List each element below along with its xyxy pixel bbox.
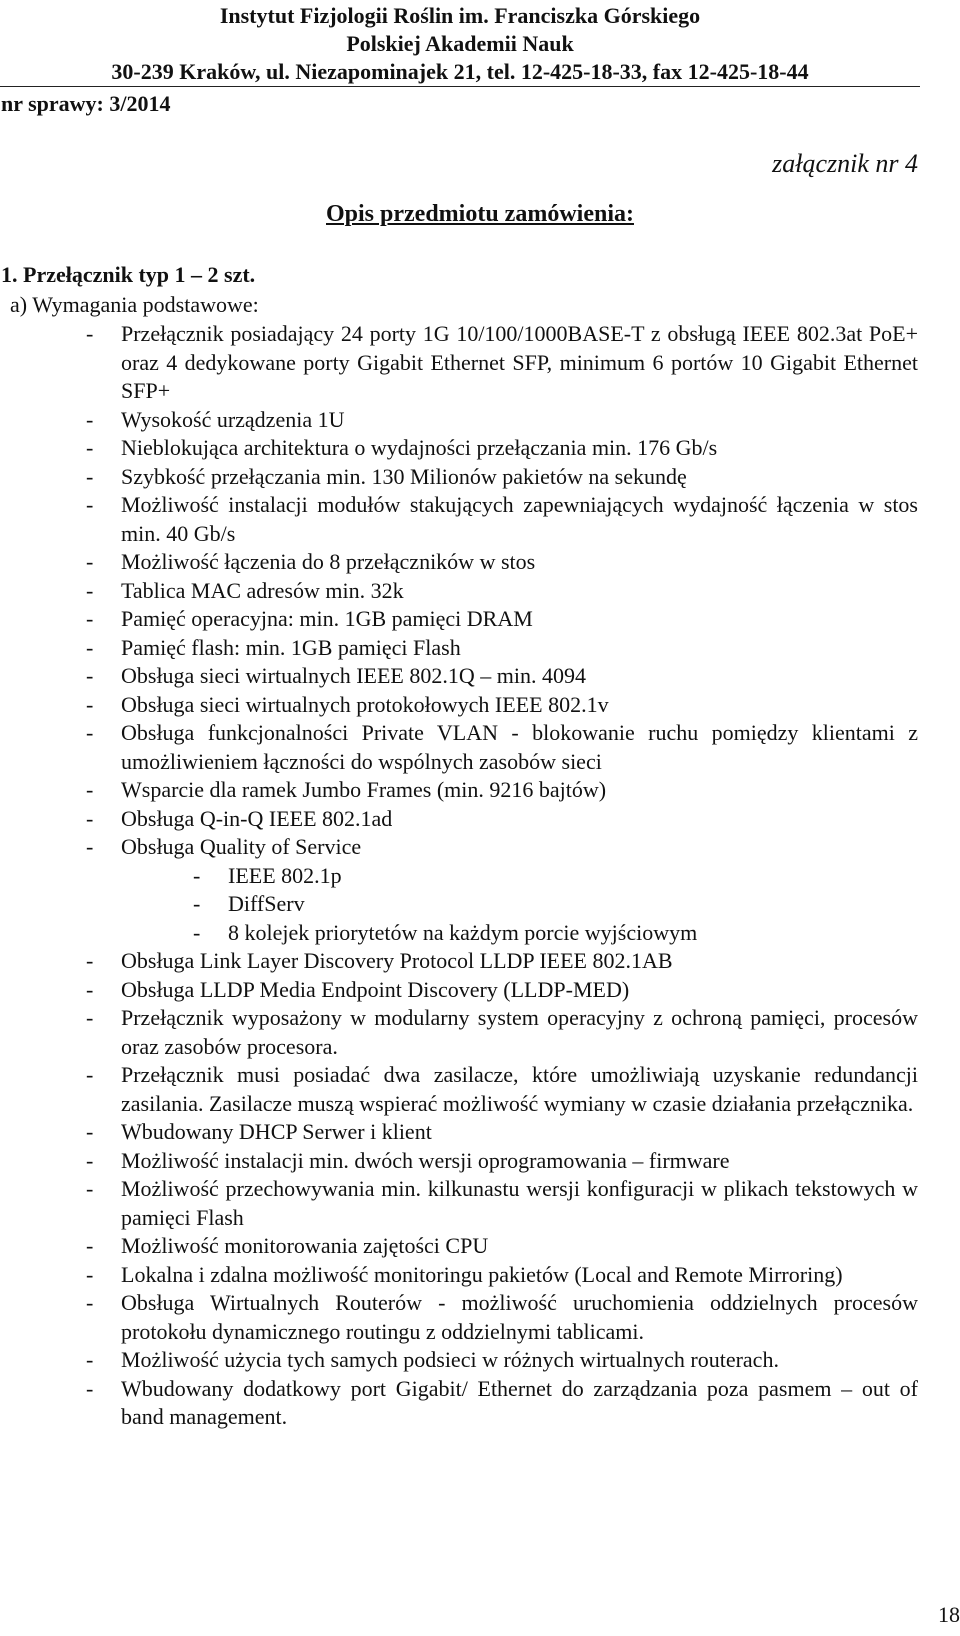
list-item: - Obsługa Wirtualnych Routerów - możliwość uruchomienia oddzielnych procesów protokołu dynamicznego routingu z oddzielnymi tablicami. [0, 1289, 960, 1346]
list-item: - Możliwość instalacji modułów stakujących zapewniających wydajność łączenia w stos min. 40 Gb/s [0, 491, 960, 548]
list-item: - Obsługa Q-in-Q IEEE 802.1ad [0, 805, 960, 834]
list-item: - Możliwość monitorowania zajętości CPU [0, 1232, 960, 1261]
list-item: - Wysokość urządzenia 1U [0, 406, 960, 435]
institute-name: Instytut Fizjologii Roślin im. Franciszka Górskiego [219, 3, 701, 28]
list-item: - Przełącznik musi posiadać dwa zasilacze, które umożliwiają uzyskanie redundancji zasilania. Zasilacze muszą wspierać możliwość wymiany w czasie działania przełącznika. [0, 1061, 960, 1118]
list-item: - Pamięć operacyjna: min. 1GB pamięci DRAM [0, 605, 960, 634]
list-item: - Przełącznik posiadający 24 porty 1G 10/100/1000BASE-T z obsługą IEEE 802.3at PoE+ oraz 4 dedykowane porty Gigabit Ethernet SFP, minimum 6 portów 10 Gigabit Ethernet SFP+ [0, 320, 960, 406]
list-item: - Możliwość łączenia do 8 przełączników w stos [0, 548, 960, 577]
list-item: - Wsparcie dla ramek Jumbo Frames (min. 9216 bajtów) [0, 776, 960, 805]
qos-subitem: - IEEE 802.1p [0, 862, 960, 891]
list-item: - Wbudowany DHCP Serwer i klient [0, 1118, 960, 1147]
section-title: 1. Przełącznik typ 1 – 2 szt. [1, 262, 256, 287]
list-item: - Możliwość użycia tych samych podsieci w różnych wirtualnych routerach. [0, 1346, 960, 1375]
list-item: - Przełącznik wyposażony w modularny system operacyjny z ochroną pamięci, procesów oraz zasobów procesora. [0, 1004, 960, 1061]
list-item: - Obsługa Quality of Service [0, 833, 960, 862]
subject-title: Opis przedmiotu zamówienia: [326, 201, 634, 227]
subsection-label: a) Wymagania podstawowe: [10, 292, 259, 317]
list-item: - Nieblokująca architektura o wydajności przełączania min. 176 Gb/s [0, 434, 960, 463]
requirements-list [0, 320, 960, 1432]
qos-subitem: - DiffServ [0, 890, 960, 919]
list-item: - Szybkość przełączania min. 130 Milionów pakietów na sekundę [0, 463, 960, 492]
list-item: - Możliwość przechowywania min. kilkunastu wersji konfiguracji w plikach tekstowych w pamięci Flash [0, 1175, 960, 1232]
list-item: - Obsługa Link Layer Discovery Protocol LLDP IEEE 802.1AB [0, 947, 960, 976]
list-item: - Wbudowany dodatkowy port Gigabit/ Ethernet do zarządzania poza pasmem – out of band management. [0, 1375, 960, 1432]
list-item: - Możliwość instalacji min. dwóch wersji oprogramowania – firmware [0, 1147, 960, 1176]
page-number: 18 [938, 1602, 960, 1627]
list-item: - Obsługa sieci wirtualnych protokołowych IEEE 802.1v [0, 691, 960, 720]
academy-name: Polskiej Akademii Nauk [346, 31, 574, 56]
list-item: - Tablica MAC adresów min. 32k [0, 577, 960, 606]
list-item: - Lokalna i zdalna możliwość monitoringu pakietów (Local and Remote Mirroring) [0, 1261, 960, 1290]
case-number: nr sprawy: 3/2014 [1, 91, 171, 116]
list-item: - Obsługa funkcjonalności Private VLAN - blokowanie ruchu pomiędzy klientami z umożliwieniem łączności do wspólnych zasobów sieci [0, 719, 960, 776]
qos-subitem: - 8 kolejek priorytetów na każdym porcie wyjściowym [0, 919, 960, 948]
annex-label: załącznik nr 4 [772, 149, 918, 178]
list-item: - Pamięć flash: min. 1GB pamięci Flash [0, 634, 960, 663]
list-item: - Obsługa LLDP Media Endpoint Discovery (LLDP-MED) [0, 976, 960, 1005]
institute-address: 30-239 Kraków, ul. Niezapominajek 21, tel. 12-425-18-33, fax 12-425-18-44 [0, 58, 920, 87]
list-item: - Obsługa sieci wirtualnych IEEE 802.1Q – min. 4094 [0, 662, 960, 691]
